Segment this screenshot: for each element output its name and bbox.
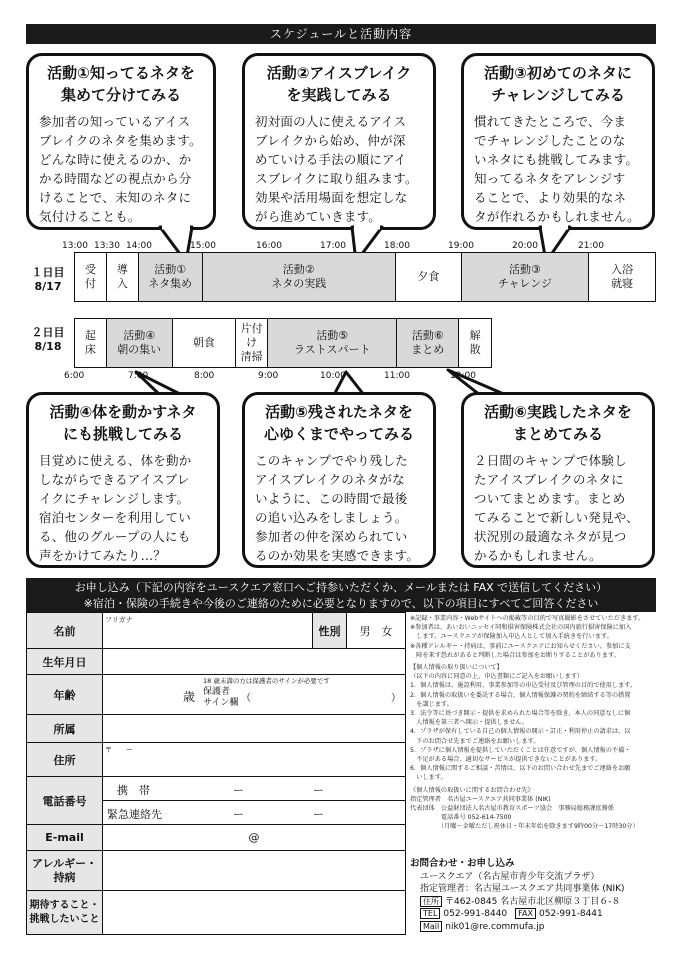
day2-cell: 朝食 xyxy=(173,319,237,367)
contact-block xyxy=(410,858,658,933)
note-line: 6．個人情報に関するご相談・苦情は、以下のお問い合わせ先までご連絡をお願 xyxy=(410,765,631,773)
day2-cell: 活動⑥ まとめ xyxy=(397,319,459,367)
day1-cell: 活動③ チャレンジ xyxy=(462,253,590,301)
age-field[interactable] xyxy=(103,675,406,715)
activity-1-body: 参加者の知っているアイス ブレイクのネタを集めます。 どんな時に使えるのか、か かる時間などの視点から分 けることで、未知のネタに 気付けることも。 xyxy=(39,114,202,224)
paren-close: ） xyxy=(391,693,401,704)
guardian-label: 保護者 サイン欄 xyxy=(203,687,239,708)
activity-3-title: 活動③初めてのネタに チャレンジしてみる xyxy=(484,64,632,104)
form-header-note: ※宿泊・保険の手続きや今後のご連絡のために必要となりますので、以下の項目にすべてご回答ください xyxy=(83,597,599,610)
note-line: 障を来す恐れがあると判断した場合は参加をお断りすることがあります。 xyxy=(410,651,620,659)
contact-mail: Mail nik01@re.commufa.jp xyxy=(410,921,658,934)
day1-timeline xyxy=(74,252,656,302)
schedule-banner: スケジュールと活動内容 xyxy=(26,24,656,44)
address-label: 住所 xyxy=(27,743,103,777)
time-tick: 20:00 xyxy=(512,241,538,251)
form-header-title: お申し込み（下記の内容をユースクエア窓口へご持参いただくか、メールまたは FAX で送信してください） xyxy=(74,581,608,594)
age-unit: 歳 xyxy=(183,690,196,704)
activity-3-body: 慣れてきたところで、今ま でチャレンジしたことのな いネタにも挑戦してみます。 知ってるネタをアレンジす ることで、より効果的なネ タが作れるかもしれません。 xyxy=(474,114,640,224)
note-line: いします。 xyxy=(410,774,447,782)
time-tick: 9:00 xyxy=(258,371,279,381)
birth-field[interactable] xyxy=(103,649,406,675)
contact-phone: TEL 052-991-8440 FAX 052-991-8441 xyxy=(410,908,658,921)
note-line: 2．個人情報の取扱いを委託する場合、個人情報保護の契約を締結する等の措置 xyxy=(410,691,631,699)
day1-cell: 入浴 就寝 xyxy=(611,263,634,290)
time-tick: 14:00 xyxy=(126,241,152,251)
note-line: を講じます。 xyxy=(410,700,453,708)
note-line: 3．法令等に基づき開示・提供を求められた場合等を除き、本人の同意なしに個 xyxy=(410,710,631,718)
note-line: 不足がある場合、適切なサービスが提供できないことがあります。 xyxy=(410,756,602,764)
address-field[interactable] xyxy=(103,743,406,777)
paren-open: （ xyxy=(241,693,251,704)
emergency-label: 緊急連絡先 xyxy=(107,808,162,821)
activity-5-title: 活動⑤残されたネタを 心ゆくまでやってみる xyxy=(263,403,414,443)
furigana-label: フリガナ xyxy=(105,616,133,624)
time-tick: 21:00 xyxy=(578,241,604,251)
activity-6-title: 活動⑥実践したネタを まとめてみる xyxy=(484,403,632,443)
time-tick: 6:00 xyxy=(64,371,85,381)
activity-5-body: このキャンプでやり残した アイスブレイクのネタがな いように、この時間で最後 の追い込みをしましょう。 参加者の仲を深められてい るのか効果を実感できます。 xyxy=(255,453,420,563)
day1-cell: 活動② ネタの実践 xyxy=(203,253,396,301)
notes-block xyxy=(410,614,658,832)
note-line: （月曜〜金曜ただし祝休日・年末年始を除きます9時00分〜17時30分） xyxy=(410,823,639,831)
time-tick: 13:30 xyxy=(94,241,120,251)
emergency-field[interactable] xyxy=(103,801,406,825)
emergency-dash-1: ー xyxy=(233,808,244,821)
day2-cell: 活動⑤ ラストスパート xyxy=(268,319,397,367)
note-line: 指定管理者 名古屋ユースクエア共同事業体 (NIK) xyxy=(410,795,551,803)
fax-tag: FAX xyxy=(515,908,536,919)
activity-5-bubble xyxy=(242,392,436,568)
note-line: ※各種アレルギー・持病は、事前にユースクエアにお知らせください。参加に支 xyxy=(410,642,631,650)
birth-label: 生年月日 xyxy=(27,649,103,675)
time-tick: 10:00 xyxy=(320,371,346,381)
mobile-dash-2: ー xyxy=(313,784,324,797)
time-tick: 11:00 xyxy=(384,371,410,381)
time-tick: 12:00 xyxy=(450,371,476,381)
day2-cell: 起 床 xyxy=(75,319,107,367)
day2-cell: 解 散 xyxy=(469,329,481,356)
note-line: 1．個人情報は、施設利用、事業参加等の申込受付及び管理の目的で使用します。 xyxy=(410,682,637,690)
note-line: 代表団体 公益財団法人名古屋市教育スポーツ協会 事務局総務課庶務係 xyxy=(410,805,614,813)
day2-cell: 片付け 清掃 xyxy=(236,319,268,367)
activity-1-title: 活動①知ってるネタを 集めて分けてみる xyxy=(47,64,195,104)
note-line: （以下の内容に同意の上、申込書類にご記入をお願いします） xyxy=(410,673,584,681)
note-line: 5．プラザに個人情報を提供していただくことは任意ですが、個人情報の不備・ xyxy=(410,746,631,754)
email-field[interactable] xyxy=(103,825,406,851)
day1-cell: 導 入 xyxy=(107,253,139,301)
expect-label: 期待すること・ 挑戦したいこと xyxy=(27,891,103,935)
time-tick: 18:00 xyxy=(384,241,410,251)
activity-2-body: 初対面の人に使えるアイス ブレイクから始め、仲が深 めていける手法の順にアイ スブレイクに取り組みます。 効果や活用場面を想定しな がら進めていきます。 xyxy=(255,114,418,224)
activity-2-title: 活動②アイスブレイク を実践してみる xyxy=(266,64,412,104)
note-line: 下のお問合せ先までご連絡をお願いします。 xyxy=(410,737,540,745)
note-line: 【個人情報の取り扱いについて】 xyxy=(410,664,503,672)
day2-cell: 活動④ 朝の集い xyxy=(107,319,173,367)
day1-cell: 受 付 xyxy=(75,253,107,301)
age-label: 年齢 xyxy=(27,675,103,715)
expect-field[interactable] xyxy=(103,891,406,935)
day2-timeline xyxy=(74,318,492,368)
day2-label: ２日目 8/18 xyxy=(31,326,65,353)
mobile-field[interactable] xyxy=(103,777,406,801)
guardian-note: 18 歳未満の方は保護者のサインが必要です xyxy=(203,677,330,685)
mobile-dash-1: ー xyxy=(233,784,244,797)
contact-title: お問合わせ・お申し込み xyxy=(410,858,515,869)
note-line: 人情報を第三者へ開示・提供しません。 xyxy=(410,719,528,727)
form-header xyxy=(26,578,656,612)
contact-manager: 指定管理者：名古屋ユースクエア共同事業体 (NIK) xyxy=(420,884,625,894)
time-tick: 13:00 xyxy=(62,241,88,251)
day1-cell: 活動① ネタ集め xyxy=(139,253,203,301)
note-line: 《個人情報の取扱いに関するお問合わせ先》 xyxy=(410,786,534,794)
email-label: E-mail xyxy=(27,825,103,851)
sex-field[interactable]: 男 女 xyxy=(347,613,406,649)
time-tick: 15:00 xyxy=(190,241,216,251)
at-mark: @ xyxy=(248,831,260,844)
time-tick: 17:00 xyxy=(320,241,346,251)
time-tick: 8:00 xyxy=(194,371,215,381)
emergency-dash-2: ー xyxy=(313,808,324,821)
phone-label: 電話番号 xyxy=(27,777,103,825)
affiliation-label: 所属 xyxy=(27,715,103,743)
mail-tag: Mail xyxy=(420,921,442,932)
time-tick: 7:00 xyxy=(128,371,149,381)
contact-org: ユースクエア（名古屋市青少年交流プラザ） xyxy=(420,871,600,882)
affiliation-field[interactable] xyxy=(103,715,406,743)
name-label: 名前 xyxy=(27,613,103,649)
sex-label: 性別 xyxy=(313,613,347,649)
allergy-field[interactable] xyxy=(103,851,406,891)
time-tick: 16:00 xyxy=(256,241,282,251)
mobile-label: 携 帯 xyxy=(117,784,150,797)
note-line: ※記録・事業内容・Webサイトへの掲載等の目的で写真撮影をさせていただきます。 xyxy=(410,615,645,622)
tel-tag: TEL xyxy=(420,908,440,919)
zip-mark: 〒 ー xyxy=(105,746,133,754)
address-tag: 住所 xyxy=(420,896,442,907)
note-line: 電話番号 052-614-7500 xyxy=(410,814,512,822)
activity-4-title: 活動④体を動かすネタ にも挑戦してみる xyxy=(49,403,197,443)
activity-6-body: ２日間のキャンプで体験し たアイスブレイクのネタに ついてまとめます。まとめ てみることで新しい発見や、 状況別の最適なネタが見つ かるかもしれません。 xyxy=(474,453,639,563)
allergy-label: アレルギー・ 持病 xyxy=(27,851,103,891)
day1-cell: 夕食 xyxy=(396,253,462,301)
day1-label: １日目 8/17 xyxy=(31,266,65,293)
note-line: ※参加者は、あいおいニッセイ同和損害保険株式会社の国内旅行損害保険に加入 xyxy=(410,624,632,632)
activity-4-body: 目覚めに使える、体を動か しながらできるアイスブレ イクにチャレンジします。 宿泊センターを利用してい る、他のグループの人にも 声をかけてみたり…？ xyxy=(39,453,192,563)
application-form xyxy=(26,612,406,935)
note-line: します。ユースクエアが保険加入申込人として加入手続きを行います。 xyxy=(410,633,613,641)
activity-6-bubble xyxy=(461,392,655,568)
contact-address: 住所 〒462-0845 名古屋市北区柳原３丁目６-８ xyxy=(410,896,658,909)
activity-4-bubble xyxy=(26,392,220,568)
note-line: 4．プラザが保有している自己の個人情報の開示・訂正・利用停止の請求は、以 xyxy=(410,728,631,736)
name-field[interactable] xyxy=(103,613,313,649)
time-tick: 19:00 xyxy=(448,241,474,251)
